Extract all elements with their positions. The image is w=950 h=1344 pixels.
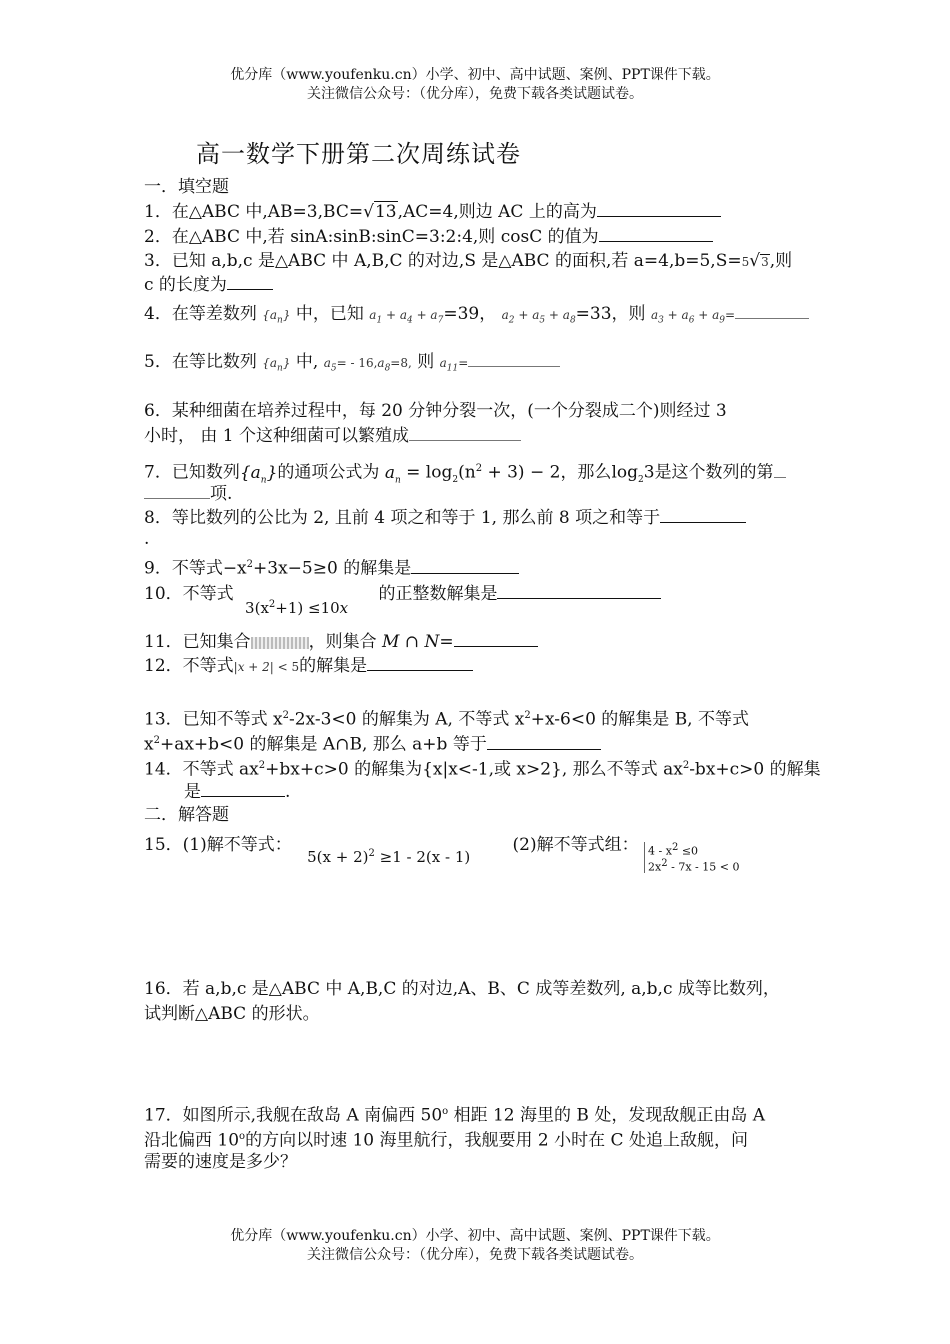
question-6-line-2: 小时， 由 1 个这种细菌可以繁殖成 [144,424,521,447]
question-9: 9．不等式$-x^2+3x-5\ge 0$ 的解集是 [144,554,519,580]
question-11: 11．已知集合 ，则集合 M ∩ N= [144,630,538,653]
question-17-line-2: 沿北偏西 10$^o$的方向以时速 10 海里航行，我舰要用 2 小时在 C 处追上敌舰，问 [144,1130,748,1151]
question-14-line-1: 14．不等式 $ax^2+bx+c>0$ 的解集为{x|x<-1,或 x>2}, 那么不等式 $ax^2-bx+c>0$ 的解集 [144,759,821,780]
question-7-line-1: 7．已知数列$\{a_n\}$的通项公式为 $a_n = \log_2(n^2 + 3) - 2$，那么$\log_23$是这个数列的第 [144,458,786,491]
question-1: 1．在△ABC 中,AB=3,BC=√13,AC=4,则边 AC 上的高为 [144,200,721,223]
question-17-line-3: 需要的速度是多少？ [144,1152,297,1172]
question-6-line-1: 6．某种细菌在培养过程中，每 20 分钟分裂一次，(一个分裂成二个)则经过 3 [144,401,727,421]
question-7-line-2: 项. [144,482,232,505]
question-17-line-1: 17．如图所示,我舰在敌岛 A 南偏西 50$^o$ 相距 12 海里的 B 处，发现敌舰正由岛 A [144,1105,766,1126]
question-3-line-1: 3．已知 a,b,c 是△ABC 中 A,B,C 的对边,S 是△ABC 的面积,若 a=4,b=5,S=5√3,则 [144,251,793,271]
question-2: 2．在△ABC 中,若 sinA:sinB:sinC=3:2:4,则 cosC 的值为 [144,225,713,248]
section-fill-in: 一．填空题 [144,177,229,197]
question-5: 5．在等比数列 $\{a_n\}$ 中, $a_5= - 16,a_8=8$, 则 $a_{11}=$ [144,350,560,379]
question-3-line-2: c 的长度为 [144,273,273,296]
question-16-line-2: 试判断△ABC 的形状。 [144,1004,320,1024]
question-13-line-2: $x^2+ax+b<0$ 的解集是 A∩B, 那么 a+b 等于 [144,730,601,756]
question-14-line-2: 是 . [184,782,291,802]
header-line-2: 关注微信公众号：（优分库），免费下载各类试题试卷。 [307,86,643,102]
page-title: 高一数学下册第二次周练试卷 [196,140,521,168]
blurred-set-image [251,637,309,649]
question-8: 8．等比数列的公比为 2, 且前 4 项之和等于 1, 那么前 8 项之和等于 [144,506,746,529]
question-13-line-1: 13．已知不等式 $x^2-2x-3<0$ 的解集为 A, 不等式 $x^2+x-6<0$ 的解集是 B, 不等式 [144,709,749,730]
footer-line-1: 优分库（www.youfenku.cn）小学、初中、高中试题、案例、PPT课件下载。 [230,1228,720,1244]
question-10: 10．不等式 $3(x^2+1) \le 10x$ 的正整数解集是 [144,580,661,605]
header-line-1: 优分库（www.youfenku.cn）小学、初中、高中试题、案例、PPT课件下载。 [230,67,720,83]
footer-line-2: 关注微信公众号：（优分库），免费下载各类试题试卷。 [307,1247,643,1263]
section-answer: 二．解答题 [144,805,229,825]
question-12: 12．不等式|x + 2| < 5的解集是 [144,654,473,678]
question-8-end: . [144,529,150,549]
question-15: 15．(1)解不等式： $5(x + 2)^2 \ge 1 - 2(x - 1)$ (2)解不等式组： $4 - x^2 \le 0$ $2x^2 - 7x - 15 < 0$ [144,835,740,874]
question-16-line-1: 16．若 a,b,c 是△ABC 中 A,B,C 的对边,A、B、C 成等差数列, a,b,c 成等比数列， [144,979,780,999]
question-4: 4．在等差数列 $\{a_n\}$ 中，已知 $a_1 + a_4 + a_7=39$， $a_2 + a_5 + a_8=33$，则 $a_3 + a_6 + a_9=$ [144,302,809,331]
